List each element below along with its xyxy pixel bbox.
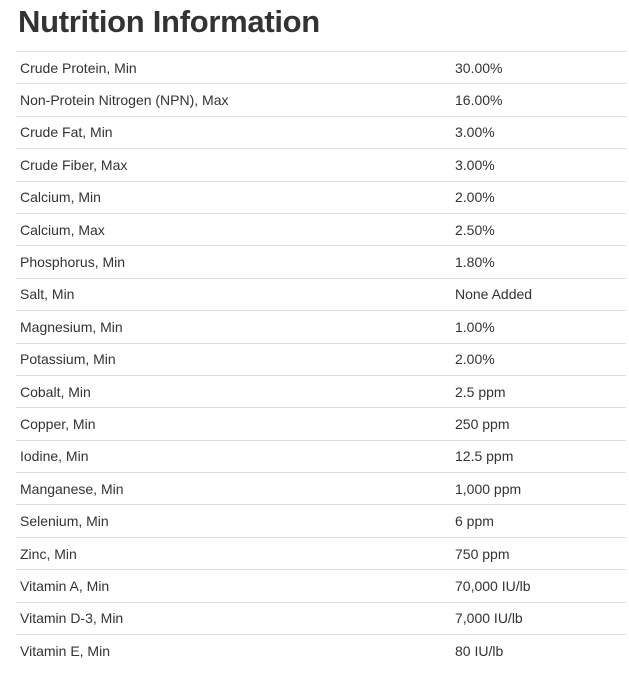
table-row — [16, 635, 626, 667]
nutrient-name: Phosphorus, Min — [16, 246, 450, 278]
nutrient-name: Non-Protein Nitrogen (NPN), Max — [16, 84, 450, 116]
nutrient-value: 2.00% — [450, 343, 626, 375]
nutrient-name: Copper, Min — [16, 408, 450, 440]
nutrient-value: None Added — [450, 278, 626, 310]
nutrient-name: Calcium, Min — [16, 181, 450, 213]
nutrient-value: 750 ppm — [450, 537, 626, 569]
nutrient-value: 6 ppm — [450, 505, 626, 537]
nutrient-value: 1.80% — [450, 246, 626, 278]
table-row — [16, 116, 626, 148]
table-row — [16, 375, 626, 407]
nutrient-name: Potassium, Min — [16, 343, 450, 375]
nutrient-name: Vitamin D-3, Min — [16, 602, 450, 634]
nutrient-name: Vitamin A, Min — [16, 570, 450, 602]
nutrient-value: 12.5 ppm — [450, 440, 626, 472]
table-row — [16, 570, 626, 602]
nutrient-name: Iodine, Min — [16, 440, 450, 472]
nutrient-value: 16.00% — [450, 84, 626, 116]
nutrient-name: Selenium, Min — [16, 505, 450, 537]
nutrient-value: 2.50% — [450, 213, 626, 245]
table-row — [16, 52, 626, 84]
nutrient-name: Salt, Min — [16, 278, 450, 310]
table-row — [16, 311, 626, 343]
nutrient-name: Crude Fiber, Max — [16, 149, 450, 181]
table-row — [16, 213, 626, 245]
nutrient-name: Manganese, Min — [16, 473, 450, 505]
table-row — [16, 149, 626, 181]
nutrient-value: 3.00% — [450, 116, 626, 148]
table-row — [16, 84, 626, 116]
nutrient-name: Vitamin E, Min — [16, 635, 450, 667]
nutrient-name: Magnesium, Min — [16, 311, 450, 343]
table-row — [16, 473, 626, 505]
nutrient-name: Crude Protein, Min — [16, 52, 450, 84]
table-row — [16, 181, 626, 213]
table-row — [16, 602, 626, 634]
table-row — [16, 408, 626, 440]
nutrient-value: 250 ppm — [450, 408, 626, 440]
nutrient-value: 30.00% — [450, 52, 626, 84]
table-row — [16, 440, 626, 472]
nutrient-value: 2.5 ppm — [450, 375, 626, 407]
nutrient-value: 7,000 IU/lb — [450, 602, 626, 634]
table-row — [16, 278, 626, 310]
nutrient-name: Zinc, Min — [16, 537, 450, 569]
nutrition-table — [16, 51, 626, 667]
nutrient-value: 70,000 IU/lb — [450, 570, 626, 602]
page-title: Nutrition Information — [18, 4, 320, 39]
nutrient-value: 1.00% — [450, 311, 626, 343]
table-row — [16, 343, 626, 375]
table-row — [16, 246, 626, 278]
nutrient-value: 80 IU/lb — [450, 635, 626, 667]
nutrient-name: Calcium, Max — [16, 213, 450, 245]
nutrient-name: Cobalt, Min — [16, 375, 450, 407]
table-row — [16, 505, 626, 537]
table-row — [16, 537, 626, 569]
nutrient-value: 1,000 ppm — [450, 473, 626, 505]
nutrient-value: 3.00% — [450, 149, 626, 181]
nutrient-name: Crude Fat, Min — [16, 116, 450, 148]
nutrient-value: 2.00% — [450, 181, 626, 213]
nutrition-table-body — [16, 52, 626, 667]
